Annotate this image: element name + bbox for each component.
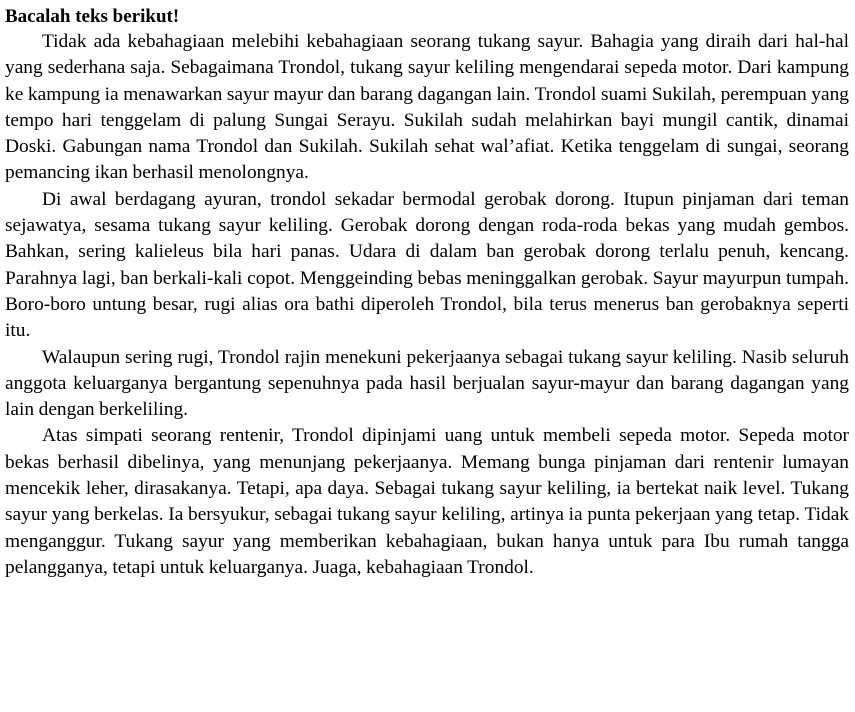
paragraph-1: Tidak ada kebahagiaan melebihi kebahagiaan seorang tukang sayur. Bahagia yang diraih dari hal-hal yang sederhana saja. Sebagaimana Trondol, tukang sayur keliling mengendarai sepeda motor. Dari kampung ke kampung ia menawarkan sayur mayur dan barang dagangan lain. Trondol suami Sukilah, perempuan yang tempo hari tenggelam di palung Sungai Serayu. Sukilah sudah melahirkan bayi mungil cantik, dinamai Doski. Gabungan nama Trondol dan Sukilah. Sukilah sehat wal’afiat. Ketika tenggelam di sungai, seorang pemancing ikan berhasil menolongnya.: [5, 31, 849, 184]
paragraph-3: Walaupun sering rugi, Trondol rajin menekuni pekerjaanya sebagai tukang sayur keliling. Nasib seluruh anggota keluarganya bergantung sepenuhnya pada hasil berjualan sayur-mayur dan barang dagangan yang lain dengan berkeliling.: [5, 346, 849, 421]
paragraph-4: Atas simpati seorang rentenir, Trondol dipinjami uang untuk membeli sepeda motor. Sepeda motor bekas berhasil dibelinya, yang menunjang pekerjaanya. Memang bunga pinjaman dari rentenir lumayan mencekik leher, dirasakanya. Tetapi, apa daya. Sebagai tukang sayur keliling, ia bertekat naik level. Tukang sayur yang berkelas. Ia bersyukur, sebagai tukang sayur keliling, artinya ia punta pekerjaan yang tetap. Tidak menganggur. Tukang sayur yang memberikan kebahagiaan, bukan hanya untuk para Ibu rumah tangga pelangganya, tetapi untuk keluarganya. Juaga, kebahagiaan Trondol.: [5, 425, 849, 578]
paragraph-2: Di awal berdagang ayuran, trondol sekadar bermodal gerobak dorong. Itupun pinjaman dari teman sejawatya, sesama tukang sayur keliling. Gerobak dorong dengan roda-roda bekas yang mudah gembos. Bahkan, sering kalieleus bila hari panas. Udara di dalam ban gerobak dorong terlalu penuh, kencang. Parahnya lagi, ban berkali-kali copot. Menggeinding bebas meninggalkan gerobak. Sayur mayurpun tumpah. Boro-boro untung besar, rugi alias ora bathi diperoleh Trondol, bila terus menerus ban gerobaknya seperti itu.: [5, 188, 849, 342]
instruction-heading: Bacalah teks berikut!: [5, 6, 180, 27]
